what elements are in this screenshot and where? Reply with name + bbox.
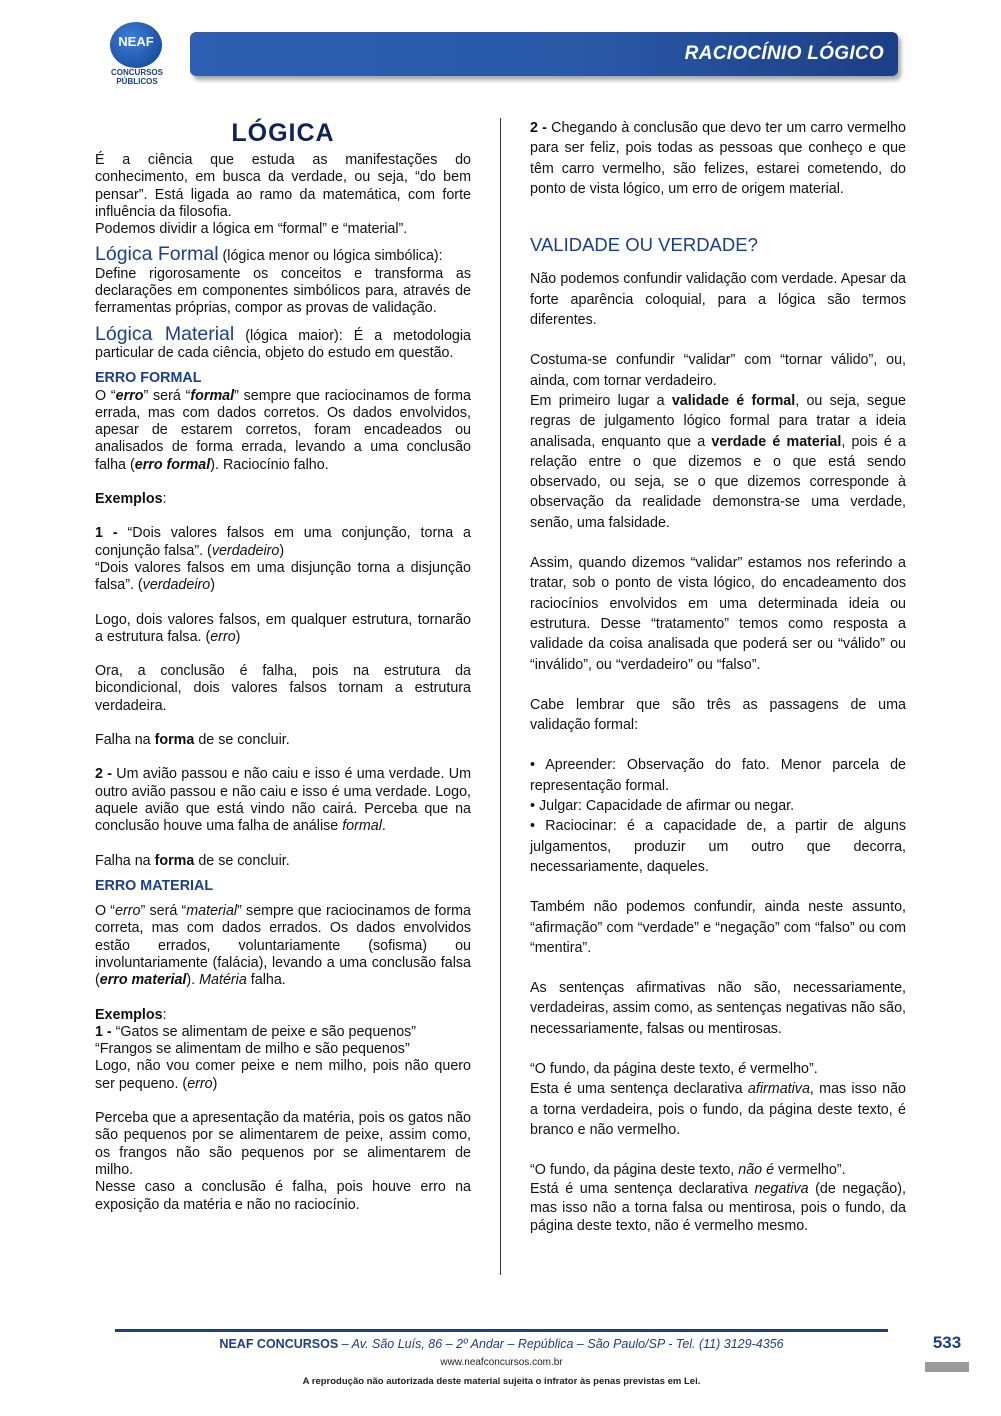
- validade-p6: Também não podemos confundir, ainda neste assunto, “afirmação” com “verdade” e “negação” com “falso” ou com “mentira”.: [530, 899, 906, 956]
- header-banner: [190, 32, 898, 76]
- erro-material-paragraph: O “erro” será “material” sempre que raciocinamos de forma correta, mas com dados errados. Os dados envolvidos estão errados, voluntariamente (sofisma) ou involuntariamente (falácia), levando a uma conclusão falsa (erro material). Matéria falha.: [95, 903, 471, 989]
- footer-address: NEAF CONCURSOS – Av. São Luís, 86 – 2º Andar – República – São Paulo/SP - Tel. (11) 3129-4356: [219, 1337, 784, 1351]
- quote-1-explanation: Esta é uma sentença declarativa afirmativa, mas isso não a torna verdadeira, pois o fundo, da página deste texto, é branco e não vermelho.: [530, 1081, 906, 1138]
- bullet-raciocinar: • Raciocinar: é a capacidade de, a partir de alguns julgamentos, produzir um outro que decorra, necessariamente, daqueles.: [530, 818, 906, 875]
- exemplos-heading-2: Exemplos:: [95, 1006, 167, 1023]
- bullet-apreender: • Apreender: Observação do fato. Menor parcela de representação formal.: [530, 757, 906, 794]
- erro-formal-heading: ERRO FORMAL: [95, 370, 202, 387]
- logo-subtitle-1: CONCURSOS: [110, 68, 163, 77]
- example-3b: “Frangos se alimentam de milho e são pequenos”: [95, 1041, 410, 1058]
- logo-text: NEAF: [118, 34, 154, 49]
- validade-heading: VALIDADE OU VERDADE?: [530, 234, 758, 256]
- logica-formal-text: Define rigorosamente os conceitos e transforma as declarações em componentes simbólicos para, através de ferramentas próprias, compor as provas de validação.: [95, 265, 471, 317]
- nesse-paragraph: Nesse caso a conclusão é falha, pois houve erro na exposição da matéria e não no raciocínio.: [95, 1179, 471, 1213]
- perceba-paragraph: Perceba que a apresentação da matéria, pois os gatos não são pequenos por se alimentarem de peixe, assim como, os frangos não são pequenos por se alimentarem de milho.: [95, 1110, 471, 1178]
- example-2: 2 - Um avião passou e não caiu e isso é uma verdade. Um outro avião passou e não caiu e isso é uma verdade. Logo, aquele avião que está vindo não cairá. Perceba que na conclusão houve uma falha de análise formal.: [95, 766, 471, 835]
- example-1: 1 - “Dois valores falsos em uma conjunção, torna a conjunção falsa”. (verdadeiro): [95, 525, 471, 559]
- exemplos-heading-1: Exemplos:: [95, 491, 167, 508]
- validade-p5: Cabe lembrar que são três as passagens de uma validação formal:: [530, 696, 906, 734]
- logo-subtitle-2: PÚBLICOS: [116, 77, 158, 86]
- example-3a: 1 - “Gatos se alimentam de peixe e são pequenos”: [95, 1023, 417, 1040]
- example-3c: Logo, não vou comer peixe e nem milho, pois não quero ser pequeno. (erro): [95, 1058, 471, 1092]
- left-column: [95, 118, 471, 1214]
- intro-division: Podemos dividir a lógica em “formal” e “material”.: [95, 221, 408, 238]
- intro-paragraph: É a ciência que estuda as manifestações do conhecimento, em busca da verdade, ou seja, “do bem pensar”. Está ligada ao ramo da matemática, com forte influência da filosofia.: [95, 152, 471, 220]
- validade-p2: Costuma-se confundir “validar” com “tornar válido”, ou, ainda, com tornar verdadeiro.: [530, 352, 906, 389]
- footer-website: www.neafconcursos.com.br: [440, 1357, 563, 1368]
- quote-2-explanation: Está é uma sentença declarativa negativa (de negação), mas isso não a torna falsa ou mentirosa, pois o fundo, da página deste texto, não é vermelho mesmo.: [530, 1181, 906, 1235]
- validade-p1: Não podemos confundir validação com verdade. Apesar da forte aparência coloquial, para a lógica são termos diferentes.: [530, 271, 906, 329]
- quote-2: “O fundo, da página deste texto, não é vermelho”.: [530, 1162, 846, 1179]
- footer-copyright-note: A reprodução não autorizada deste material sujeita o infrator às penas previstas em Lei.: [302, 1376, 701, 1387]
- logica-material-heading: Lógica Material: [95, 322, 235, 345]
- logica-material-text: (lógica maior): É a metodologia particular de cada ciência, objeto do estudo em questão.: [95, 327, 472, 361]
- example-2-material: 2 - Chegando à conclusão que devo ter um carro vermelho para ser feliz, pois todas as pessoas que conheço e que têm carro vermelho, são felizes, estarei cometendo, do ponto de vista lógico, um erro de origem material.: [530, 120, 906, 197]
- neaf-logo: [104, 22, 170, 86]
- validade-p3: Em primeiro lugar a validade é formal, ou seja, segue regras de julgamento lógico formal para tratar a ideia analisada, enquanto que a verdade é material, pois é a relação entre o que dizemos e o que está sendo observado, ou seja, se o que dizemos corresponde à observação da realidade demonstra-se uma verdade, senão, uma falsidade.: [530, 392, 907, 531]
- example-1b: “Dois valores falsos em uma disjunção torna a disjunção falsa”. (verdadeiro): [95, 559, 471, 594]
- logica-formal-paren: (lógica menor ou lógica simbólica):: [218, 248, 443, 265]
- logica-material-paragraph: [95, 322, 472, 363]
- erro-formal-paragraph: O “erro” será “formal” sempre que raciocinamos de forma errada, mas com dados corretos. Os dados envolvidos, apesar de estarem corretos, foram encadeados ou analisados de forma errada, levando a uma conclusão falha (erro formal). Raciocínio falho.: [95, 387, 472, 473]
- column-divider: [500, 118, 501, 1275]
- banner-title: RACIOCÍNIO LÓGICO: [684, 43, 884, 64]
- logica-formal-heading: Lógica Formal: [95, 243, 219, 266]
- validade-p4: Assim, quando dizemos “validar” estamos nos referindo a tratar, sob o ponto de vista lógico, do encadeamento dos raciocínios envolvidos em uma determinada ideia ou estrutura. Desse “tratamento” temos como resposta a validade da coisa analisada que poderá ser ou “válido” ou “inválido”, ou “verdadeiro” ou “falso”.: [530, 555, 906, 673]
- falha-forma-2: Falha na forma de se concluir.: [95, 852, 290, 869]
- logo-paragraph: Logo, dois valores falsos, em qualquer estrutura, tornarão a estrutura falsa. (erro): [95, 611, 471, 645]
- footer-divider: [115, 1329, 888, 1332]
- erro-material-heading: ERRO MATERIAL: [95, 877, 214, 894]
- page-title: LÓGICA: [231, 119, 335, 147]
- page-number: 533: [932, 1333, 962, 1352]
- bullet-julgar: • Julgar: Capacidade de afirmar ou negar.: [530, 798, 795, 815]
- falha-forma-1: Falha na forma de se concluir.: [95, 732, 290, 749]
- right-column: [530, 118, 906, 1236]
- validade-p7: As sentenças afirmativas não são, necessariamente, verdadeiras, assim como, as sentenças negativas não são, necessariamente, falsas ou mentirosas.: [530, 980, 906, 1037]
- page-number-bar: [925, 1362, 969, 1372]
- logica-formal-heading-line: [95, 243, 471, 266]
- ora-paragraph: Ora, a conclusão é falha, pois na estrutura da bicondicional, dois valores falsos tornam a estrutura verdadeira.: [95, 663, 471, 714]
- quote-1: “O fundo, da página deste texto, é vermelho”.: [530, 1060, 818, 1077]
